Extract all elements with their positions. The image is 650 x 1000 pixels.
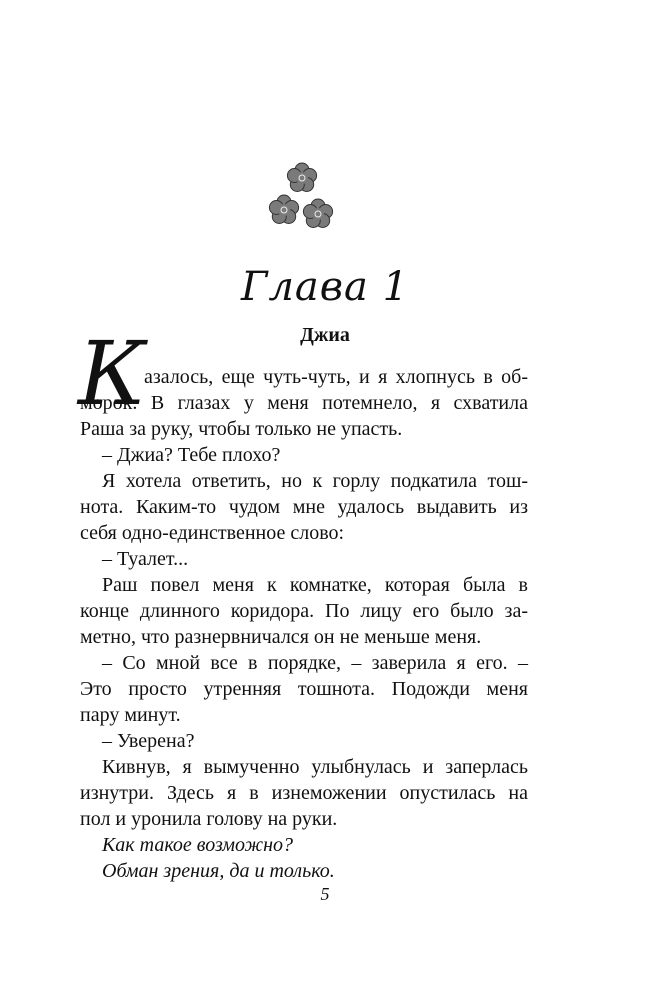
text-line: азалось, еще чуть-чуть, и я хлопнусь в об- — [144, 366, 528, 388]
page-number: 5 — [320, 884, 330, 904]
text-line: – Туалет... — [102, 548, 189, 570]
text-line: Раш повел меня к комнатке, которая была в — [102, 574, 528, 596]
text-line: изнутри. Здесь я в изнеможении опустилась на — [80, 782, 528, 804]
text-line: нота. Каким-то чудом мне удалось выдавить из — [80, 496, 528, 518]
text-line: Я хотела ответить, но к горлу подкатила тош- — [102, 470, 528, 492]
text-line: пару минут. — [80, 704, 181, 726]
text-line: Обман зрения, да и только. — [102, 860, 335, 882]
text-line: морок. В глазах у меня потемнело, я схватила — [80, 392, 528, 414]
text-line: – Джиа? Тебе плохо? — [102, 444, 281, 466]
text-line: – Со мной все в порядке, – заверила я его. – — [102, 652, 528, 674]
text-line: Это просто утренняя тошнота. Подожди меня — [80, 678, 528, 700]
text-line: Раша за руку, чтобы только не упасть. — [80, 418, 403, 440]
text-line: Кивнув, я вымученно улыбнулась и заперлась — [102, 756, 528, 778]
text-line: метно, что разнервничался он не меньше меня. — [80, 626, 482, 648]
section-heading: Джиа — [300, 324, 350, 346]
drop-cap: К — [78, 322, 147, 425]
text-line: Как такое возможно? — [102, 834, 294, 856]
text-line: себя одно-единственное слово: — [80, 522, 345, 544]
text-line: пол и уронила голову на руки. — [80, 808, 338, 830]
body-text — [80, 364, 528, 884]
text-line: конце длинного коридора. По лицу его было за- — [80, 600, 528, 622]
chapter-title: Глава 1 — [240, 264, 410, 310]
text-line: – Уверена? — [102, 730, 195, 752]
flower-ornament-icon — [262, 156, 342, 236]
